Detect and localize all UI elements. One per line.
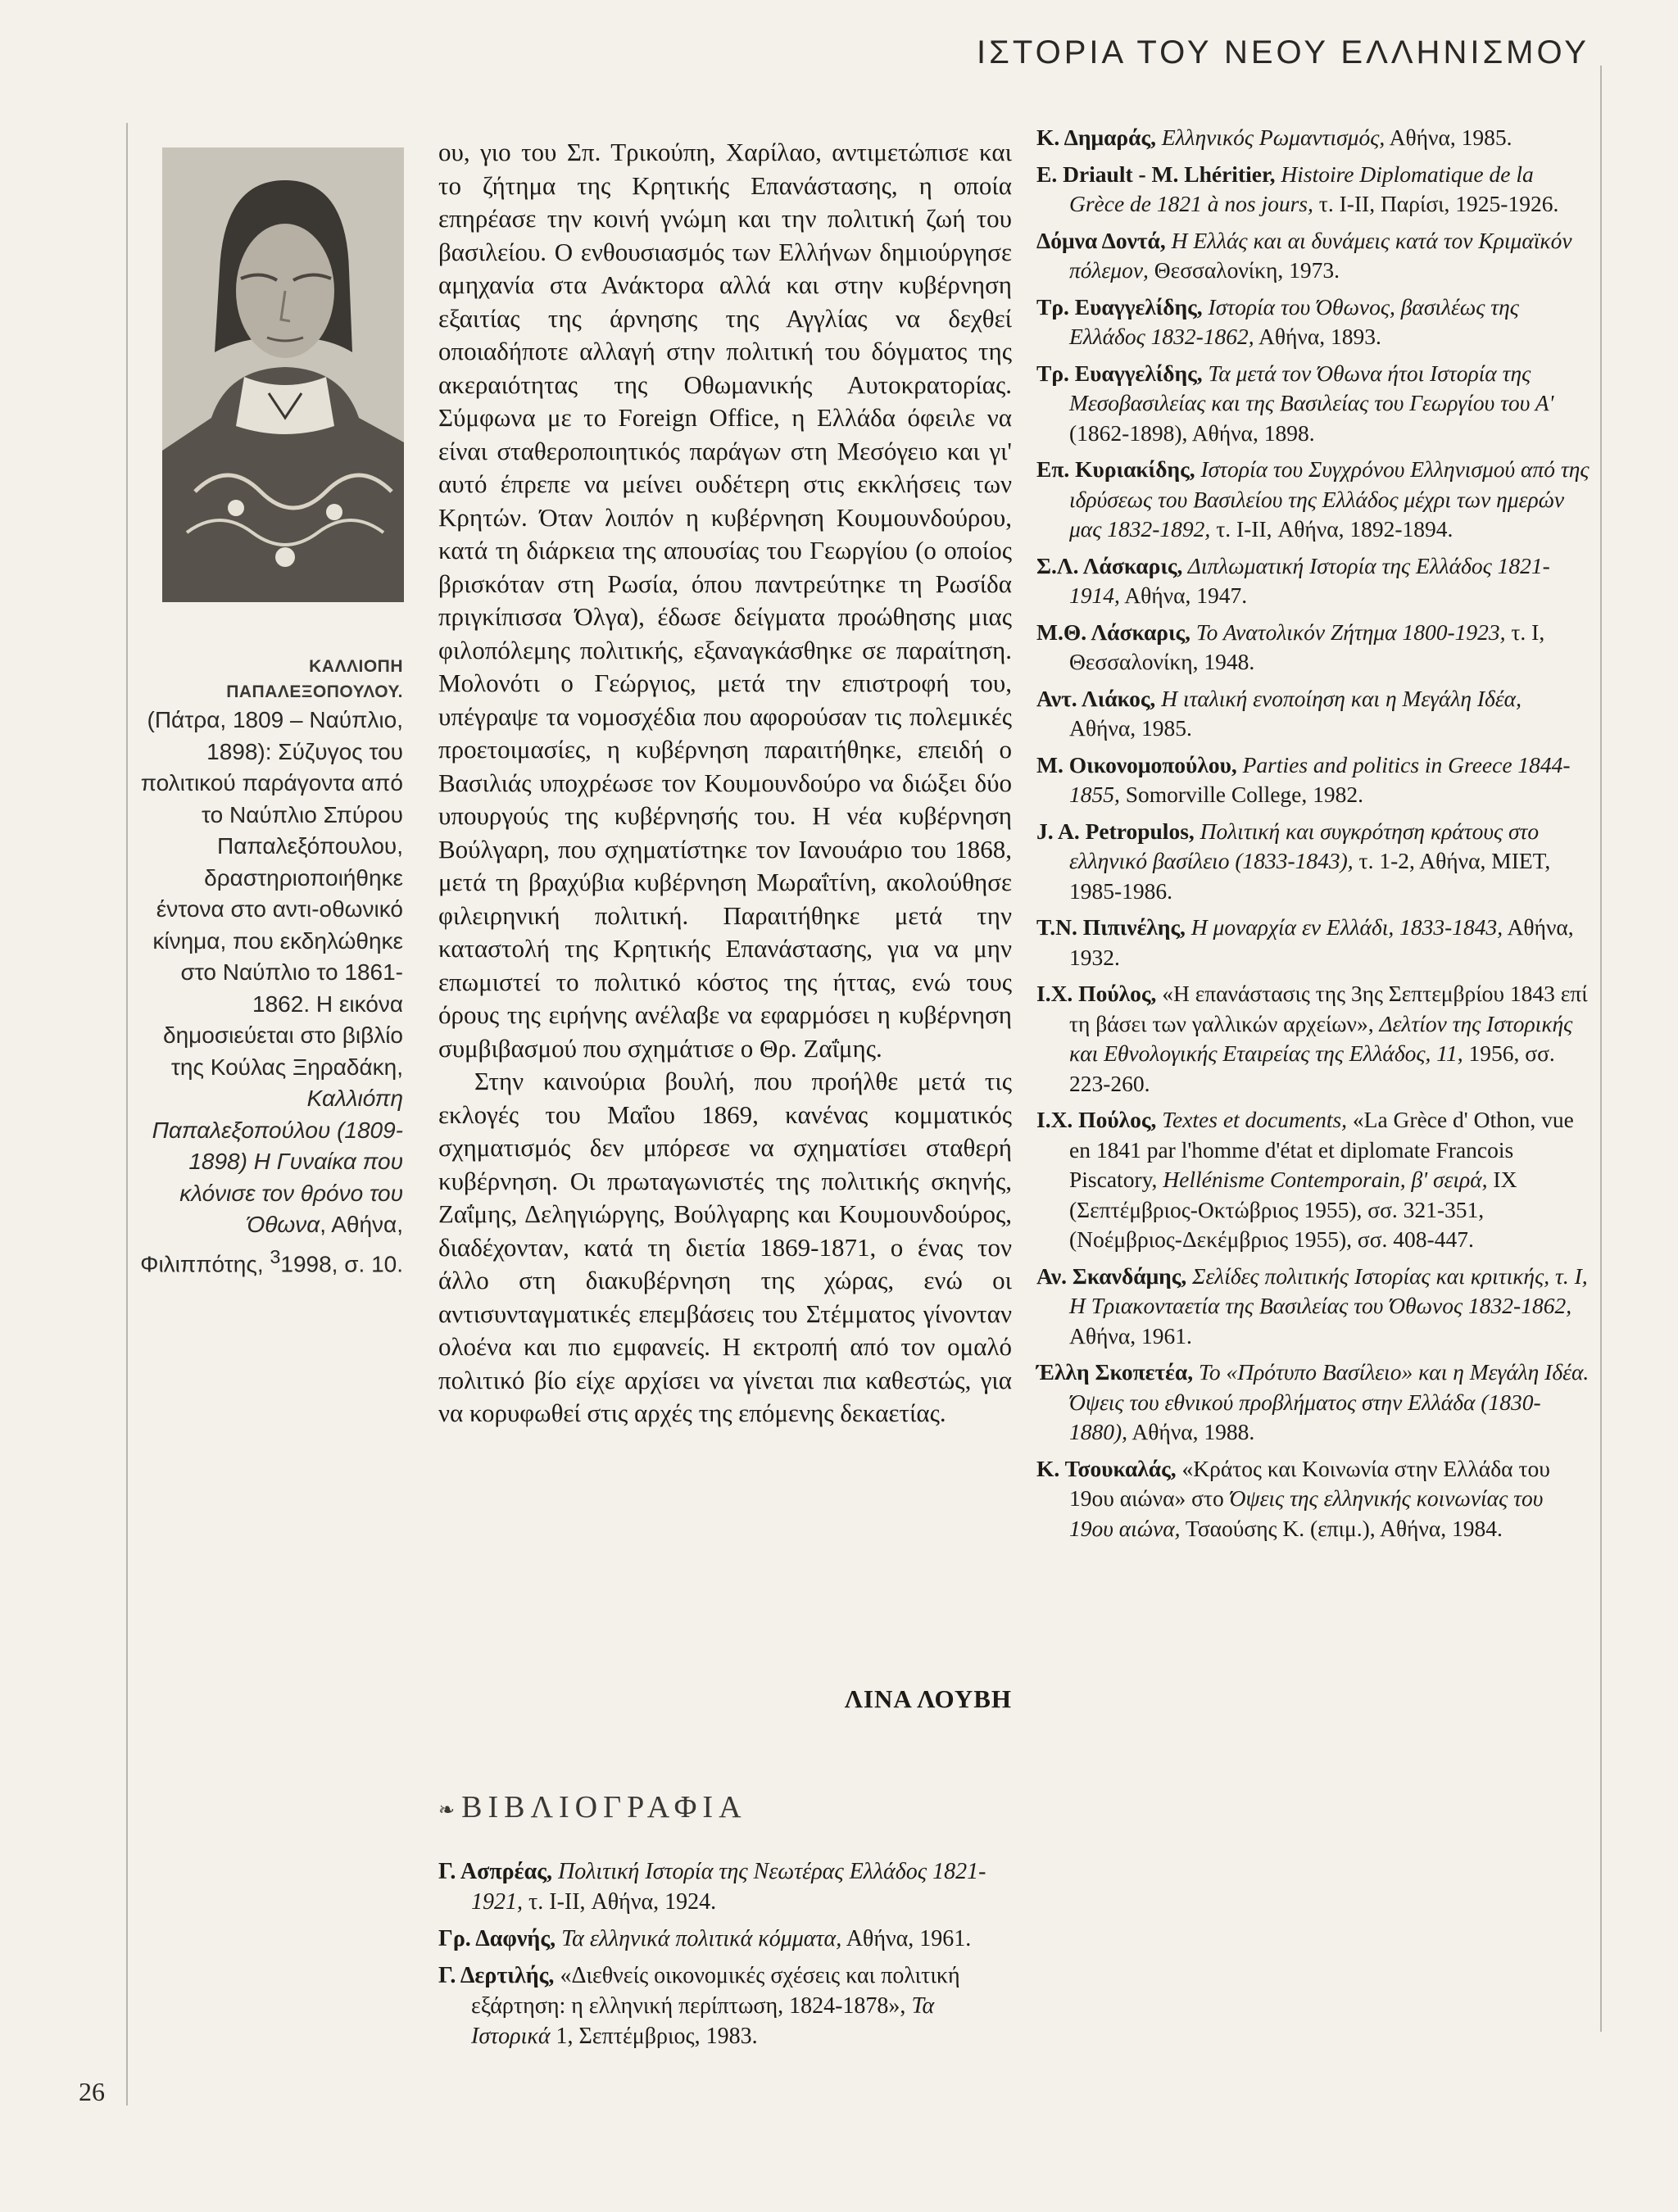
bibliography-entry: Τ.Ν. Πιπινέλης, Η μοναρχία εν Ελλάδι, 1833-1843, Αθήνα, 1932. bbox=[1036, 914, 1574, 970]
portrait-caption bbox=[131, 654, 403, 1280]
article-body bbox=[438, 136, 1012, 1430]
bibliography-entry: Αντ. Λιάκος, Η ιταλική ενοποίηση και η Μεγάλη Ιδέα, Αθήνα, 1985. bbox=[1036, 685, 1522, 741]
bibliography-entry: Κ. Δημαράς, Ελληνικός Ρωμαντισμός, Αθήνα, 1985. bbox=[1036, 125, 1512, 150]
bibliography-entry: Αν. Σκανδάμης, Σελίδες πολιτικής Ιστορίας και κριτικής, τ. I, Η Τριακονταετία της Βασιλείας του Όθωνος 1832-1862, Αθήνα, 1961. bbox=[1036, 1262, 1588, 1349]
bibliography-entry: Γ. Δερτιλής, «Διεθνείς οικονομικές σχέσεις και πολιτική εξάρτηση: η ελληνική περίπτωση, 1824-1878», Τα Ιστορικά 1, Σεπτέμβριος, 1983. bbox=[438, 1963, 960, 2049]
bibliography-entry: E. Driault - M. Lhéritier, Histoire Diplomatique de la Grèce de 1821 à nos jours, τ. I-II, Παρίσι, 1925-1926. bbox=[1036, 161, 1559, 216]
bibliography-list-middle bbox=[438, 1856, 1012, 2058]
bibliography-title: ΒΙΒΛΙΟΓΡΑΦΙΑ bbox=[461, 1790, 747, 1824]
bibliography-entry: Ι.Χ. Πούλος, Textes et documents, «La Grèce d' Othon, vue en 1841 par l'homme d'état et diplomate Francois Piscatory, Hellénisme Contemporain, β' σειρά, IX (Σεπτέμβριος-Οκτώβριος 1955), σσ. 321-351, (Νοέμβριος-Δεκέμβριος 1955), σσ. 408-447. bbox=[1036, 1107, 1574, 1252]
bibliography-entry: Μ.Θ. Λάσκαρις, Το Ανατολικόν Ζήτημα 1800-1923, τ. I, Θεσσαλονίκη, 1948. bbox=[1036, 619, 1545, 674]
bibliography-heading bbox=[438, 1789, 1012, 1825]
bibliography-entry: Έλλη Σκοπετέα, Το «Πρότυπο Βασίλειο» και η Μεγάλη Ιδέα. Όψεις του εθνικού προβλήματος στην Ελλάδα (1830-1880), Αθήνα, 1988. bbox=[1036, 1359, 1590, 1444]
left-column-rule bbox=[126, 123, 128, 2105]
bibliography-entry: Τρ. Ευαγγελίδης, Τα μετά τον Όθωνα ήτοι Ιστορία της Μεσοβασιλείας και της Βασιλείας του Γεωργίου του Α' (1862-1898), Αθήνα, 1898. bbox=[1036, 360, 1554, 446]
article-paragraph-1: ου, γιο του Σπ. Τρικούπη, Χαρίλαο, αντιμετώπισε και το ζήτημα της Κρητικής Επανάστασης, η οποία επηρέασε την κοινή γνώμη και την πολιτική ζωή του βασιλείου. Ο ενθουσιασμός των Ελλήνων δημιούργησε αμηχανία στα Ανάκτορα αλλά και στην κυβέρνηση εξαιτίας της άρνησης της Αγγλίας να δεχθεί οποιαδήποτε αλλαγή στην πολιτική του δόγματος της ακεραιότητας της Οθωμανικής Αυτοκρατορίας. Σύμφωνα με το Foreign Office, η Ελλάδα όφειλε να είναι σταθεροποιητικός παράγων στη Μεσόγειο και γι' αυτό έπρεπε να μείνει ουδέτερη στις εκκλήσεις των Κρητών. Όταν λοιπόν η κυβέρνηση Κουμουνδούρου, κατά τη διάρκεια της απουσίας του Γεωργίου (ο οποίος βρισκόταν στη Ρωσία, όπου παντρεύτηκε τη Ρωσίδα πριγκίπισσα Όλγα), έδωσε δείγματα προώθησης μιας φιλοπόλεμης πολιτικής, εξαναγκάσθηκε σε παραίτηση. Μολονότι ο Γεώργιος, μετά την επιστροφή του, υπέγραψε τα νομοσχέδια που αφορούσαν τις πολεμικές προετοιμασίες, η κυβέρνηση παραιτήθηκε, επειδή ο Βασιλιάς υποχρέωσε τον Κουμουνδούρο να διώξει δύο υπουργούς της κυβέρνησής του. Η νέα κυβέρνηση Βούλγαρη, που σχηματίστηκε τον Ιανουάριο του 1868, μετά τη βραχύβια κυβέρνηση Μωραΐτίνη, ακολούθησε φιλειρηνική πολιτική. Παραιτήθηκε μετά την καταστολή της Κρητικής Επανάστασης, για να μην επωμιστεί το πολιτικό κόστος της ήττας, ενώ τους όρους της ειρήνης ανέλαβε να εφαρμόσει η κυβέρνηση συμβιβασμού που σχημάτισε ο Θρ. Ζαΐμης. bbox=[438, 138, 1012, 1063]
bibliography-list-right bbox=[1036, 123, 1592, 1550]
caption-edition: 3 bbox=[270, 1245, 281, 1267]
bibliography-entry: Γ. Ασπρέας, Πολιτική Ιστορία της Νεωτέρας Ελλάδος 1821-1921, τ. I-II, Αθήνα, 1924. bbox=[438, 1859, 986, 1915]
bibliography-entry: Τρ. Ευαγγελίδης, Ιστορία του Όθωνος, βασιλέως της Ελλάδος 1832-1862, Αθήνα, 1893. bbox=[1036, 293, 1519, 349]
bibliography-entry: Δόμνα Δοντά, Η Ελλάς και αι δυνάμεις κατά τον Κριμαϊκόν πόλεμον, Θεσσαλονίκη, 1973. bbox=[1036, 227, 1572, 283]
caption-book-title: Καλλιόπη Παπαλεξοπούλου (1809-1898) Η Γυναίκα που κλόνισε τον θρόνο του Όθωνα bbox=[152, 1086, 403, 1237]
bibliography-entry: Μ. Οικονομοπούλου, Parties and politics in Greece 1844-1855, Somorville College, 1982. bbox=[1036, 751, 1571, 807]
ornament-icon: ❧ bbox=[438, 1799, 456, 1821]
right-margin-rule bbox=[1600, 66, 1602, 2032]
bibliography-entry: Ι.Χ. Πούλος, «Η επανάστασις της 3ης Σεπτεμβρίου 1843 επί τη βάσει των γαλλικών αρχείων», Δελτίον της Ιστορικής και Εθνολογικής Εταιρείας της Ελλάδος, 11, 1956, σσ. 223-260. bbox=[1036, 981, 1588, 1096]
bibliography-entry: J. A. Petropulos, Πολιτική και συγκρότηση κράτους στο ελληνικό βασίλειο (1833-1843), τ. 1-2, Αθήνα, ΜΙΕΤ, 1985-1986. bbox=[1036, 818, 1551, 904]
bibliography-entry: Επ. Κυριακίδης, Ιστορία του Συγχρόνου Ελληνισμού από της ιδρύσεως του Βασιλείου της Ελλάδος μέχρι των ημερών μας 1832-1892, τ. I-II, Αθήνα, 1892-1894. bbox=[1036, 456, 1590, 542]
running-header: ΙΣΤΟΡΙΑ ΤΟΥ ΝΕΟΥ ΕΛΛΗΝΙΣΜΟΥ bbox=[977, 34, 1590, 70]
bibliography-entry: Κ. Τσουκαλάς, «Κράτος και Κοινωνία στην Ελλάδα του 19ου αιώνα» στο Όψεις της ελληνικής κοινωνίας του 19ου αιώνα, Τσαούσης Κ. (επιμ.), Αθήνα, 1984. bbox=[1036, 1455, 1550, 1541]
caption-dates: (Πάτρα, 1809 – Ναύπλιο, 1898): bbox=[147, 707, 403, 764]
article-paragraph-2: Στην καινούρια βουλή, που προήλθε μετά τις εκλογές του Μαΐου 1869, κανένας κομματικός σχηματισμός δεν μπόρεσε να σχηματίσει σταθερή κυβέρνηση. Οι πρωταγωνιστές της πολιτικής σκηνής, Ζαΐμης, Δεληγιώργης, Βούλγαρης και Κουμουνδούρος, διαδέχονταν, κατά τη διετία 1869-1871, ο ένας τον άλλο στη διακυβέρνηση της χώρας, ενώ οι αντισυνταγματικές επεμβάσεις του Στέμματος γίνονταν ολοένα και πιο εμφανείς. Η εκτροπή από τον ομαλό πολιτικό βίο είχε αρχίσει να γίνεται πια καθεστώς, για να κορυφωθεί στις αρχές της επόμενης δεκαετίας. bbox=[438, 1067, 1012, 1427]
bibliography-entry: Σ.Λ. Λάσκαρις, Διπλωματική Ιστορία της Ελλάδος 1821-1914, Αθήνα, 1947. bbox=[1036, 552, 1550, 608]
caption-year-page: 1998, σ. 10. bbox=[280, 1250, 403, 1276]
page-number: 26 bbox=[79, 2077, 105, 2106]
caption-name-line1: ΚΑΛΛΙΟΠΗ bbox=[309, 657, 403, 676]
portrait-photo bbox=[162, 147, 404, 602]
caption-name-line2: ΠΑΠΑΛΕΞΟΠΟΥΛΟΥ. bbox=[226, 682, 403, 701]
caption-publisher: , Αθήνα, Φιλιππότης, bbox=[140, 1212, 403, 1276]
portrait-illustration bbox=[162, 147, 404, 602]
article-author: ΛΙΝΑ ΛΟΥΒΗ bbox=[844, 1684, 1012, 1713]
bibliography-entry: Γρ. Δαφνής, Τα ελληνικά πολιτικά κόμματα, Αθήνα, 1961. bbox=[438, 1926, 972, 1951]
caption-text: Σύζυγος του πολιτικού παράγοντα από το Ναύπλιο Σπύρου Παπαλεξόπουλου, δραστηριοποιήθηκε έντονα στο αντι-οθωνικό κίνημα, που εκδηλώθηκε στο Ναύπλιο το 1861-1862. Η εικόνα δημοσιεύεται στο βιβλίο της Κούλας Ξηραδάκη, bbox=[140, 738, 403, 1080]
